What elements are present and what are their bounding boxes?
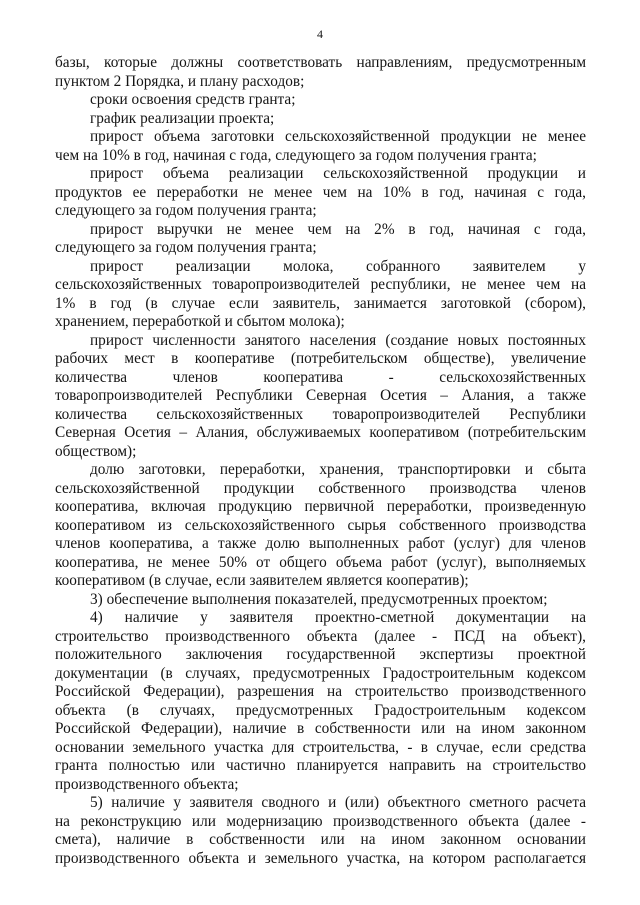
text-line: товаропроизводителей Республики Северная Осетия – Алания, а также [55, 387, 586, 404]
text-line: гранта полностью или частично планируется направить на строительство [55, 757, 586, 774]
text-line: 3) обеспечение выполнения показателей, предусмотренных проектом; [90, 590, 548, 608]
text-line: количества сельскохозяйственных товаропроизводителей Республики [55, 405, 586, 423]
text-line: основании земельного участка для строительства, - в случае, если средства [55, 738, 586, 756]
text-line: Северная Осетия – Алания, обслуживаемых кооперативом (потребительским [55, 424, 586, 441]
text-line: следующего за годом получения гранта; [55, 202, 317, 219]
text-line: 1% в год (в случае если заявитель, занимается заготовкой (сбором), [55, 294, 586, 312]
text-line: производственного объекта и земельного участка, на котором располагается [55, 849, 586, 867]
text-line: кооператива, включая продукцию первичной переработки, произведенную [55, 498, 586, 515]
text-line: кооперативом из сельскохозяйственного сырья собственного производства [55, 516, 586, 534]
text-line: прирост выручки не менее чем на 2% в год, начиная с года, [90, 220, 586, 238]
text-line: хранением, переработкой и сбытом молока); [55, 313, 345, 330]
text-line: рабочих мест в кооперативе (потребительском обществе), увеличение [55, 350, 586, 367]
text-line: пунктом 2 Порядка, и плану расходов; [55, 72, 305, 90]
text-line: кооперативом (в случае, если заявителем является кооператив); [55, 572, 469, 589]
text-line: смета), наличие в собственности или на ином законном основании [55, 831, 586, 848]
text-line: кооператива, не менее 50% от общего объема работ (услуг), выполняемых [55, 553, 586, 571]
page-number: 4 [317, 27, 323, 41]
text-line: Российской Федерации), наличие в собственности или на ином законном [55, 720, 586, 737]
text-line: положительного заключения государственной экспертизы проектной [55, 646, 586, 663]
text-line: производственного объекта; [55, 775, 239, 793]
text-line: продуктов ее переработки не менее чем на 10% в год, начиная с года, [55, 183, 586, 201]
text-line: объекта (в случаях, предусмотренных Градостроительным кодексом [55, 701, 586, 719]
text-line: долю заготовки, переработки, хранения, транспортировки и сбыта [90, 461, 586, 478]
text-line: 4) наличие у заявителя проектно-сметной документации на [90, 609, 586, 626]
text-line: Российской Федерации), разрешения на строительство производственного [55, 683, 586, 700]
text-line: прирост объема заготовки сельскохозяйственной продукции не менее [90, 128, 586, 145]
text-line: следующего за годом получения гранта; [55, 239, 317, 256]
text-line: 5) наличие у заявителя сводного и (или) объектного сметного расчета [90, 794, 586, 811]
text-line: строительство производственного объекта (далее - ПСД на объект), [55, 627, 586, 645]
text-line: график реализации проекта; [90, 109, 275, 127]
text-line: чем на 10% в год, начиная с года, следующего за годом получения гранта; [55, 146, 537, 164]
text-line: членов кооператива, а также долю выполненных работ (услуг) для членов [55, 535, 586, 552]
text-line: прирост реализации молока, собранного заявителем у [90, 257, 586, 275]
document-body [55, 54, 586, 868]
text-line: документации (в случаях, предусмотренных Градостроительным кодексом [55, 664, 586, 682]
text-line: прирост численности занятого населения (создание новых постоянных [90, 331, 586, 349]
text-line: сельскохозяйственной продукции собственного производства членов [55, 479, 586, 497]
text-line: количества членов кооператива - сельскохозяйственных [55, 368, 586, 386]
text-line: на реконструкцию или модернизацию производственного объекта (далее - [55, 812, 586, 830]
text-line: сельскохозяйственных товаропроизводителей республики, не менее чем на [55, 276, 586, 293]
text-line: обществом); [55, 442, 137, 460]
text-line: прирост объема реализации сельскохозяйственной продукции и [90, 165, 586, 182]
text-line: сроки освоения средств гранта; [90, 91, 296, 108]
text-line: базы, которые должны соответствовать направлениям, предусмотренным [55, 54, 586, 71]
